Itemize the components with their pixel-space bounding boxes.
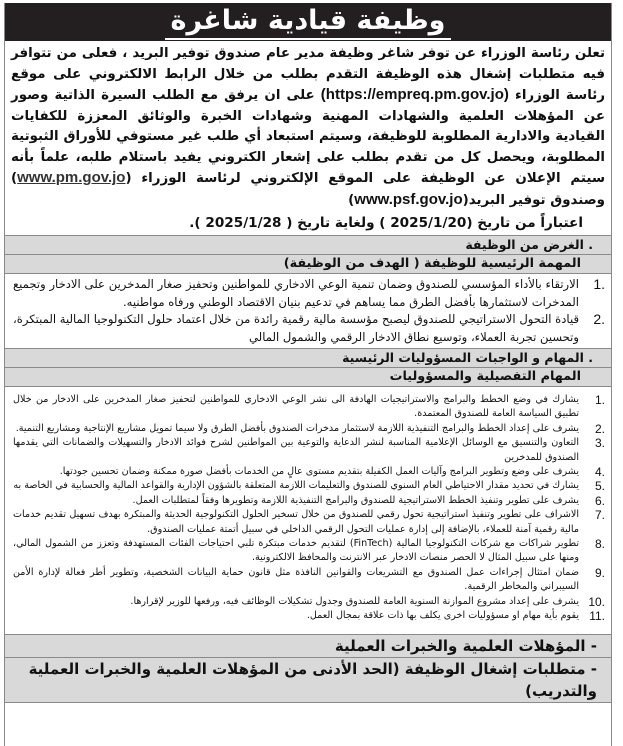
duty-number: 11. (589, 609, 605, 624)
duty-item (13, 465, 605, 480)
application-dates: اعتباراً من تاريخ (2025/1/20 ) ولغاية تاريخ ( 2025/1/28 ). (189, 215, 583, 231)
duty-item (13, 594, 605, 609)
page-title: وظيفة قيادية شاغرة (165, 4, 452, 40)
duty-number: 2. (594, 421, 605, 436)
apply-url-link[interactable]: (https://empreq.pm.gov.jo) (320, 86, 509, 103)
intro-text-continued: على ان يرفق مع الطلب السيرة الذاتية وصور عن المؤهلات العلمية والشهادات المهنية وشهادات الخبرة والوثائق المعززة للكفايات القيادية والادارية المطلوبة للوظيفة، وسيتم استبعاد أي طلب غير مستوفي للأوراق الثبوتية المطلوبة، ويحصل كل من تقدم بطلب على إشعار الكتروني يفيد باستلام طلبه، علماً بأنه سيتم الإعلان عن الوظيفة على الموقع الإلكتروني لرئاسة الوزراء ( (11, 88, 605, 186)
section-detailed-duties-header: المهام التفصيلية والمسؤوليات (5, 368, 611, 387)
duty-number: 9. (594, 565, 605, 580)
psf-suffix: ) (348, 192, 355, 208)
duty-number: 10. (588, 594, 605, 609)
goal-number: 2. (593, 311, 605, 327)
goals-list (5, 274, 611, 348)
duty-item (13, 508, 605, 537)
duty-item (13, 493, 605, 508)
psf-prefix: ) وصندوق توفير البريد( (11, 171, 605, 208)
duty-item (13, 436, 605, 465)
section-qualifications-header: - المؤهلات العلمية والخبرات العملية (5, 634, 611, 658)
duty-text: يشرف على تطوير وتنفيذ الخطط الاستراتيجية للصندوق والبرامج التنفيذية اللازمة وتطويرها وفقاً لمتطلبات العمل. (132, 494, 579, 506)
psf-website-link[interactable]: www.psf.gov.jo (354, 190, 463, 208)
goal-item (13, 311, 605, 346)
duty-text: ضمان امتثال إجراءات عمل الصندوق مع التشريعات والقوانين النافذة مثل قانون حماية البيانات الشخصية، وتطوير أطر فعالة لإدارة الأمن السيبراني والمخاطر الرقمية. (13, 566, 579, 593)
duty-number: 5. (594, 479, 605, 494)
duty-item (13, 609, 605, 624)
job-announcement-page (4, 3, 612, 746)
duty-item (13, 565, 605, 595)
duty-text: يشارك في وضع الخطط والبرامج والاستراتيجيات الهادفة الى نشر الوعي الادخاري للمواطنين لتحفيز صغار المدخرين على الادخار من خلال تطبيق السياسة العامة للصندوق المعتمدة. (13, 394, 579, 420)
duty-text: يقوم بأية مهام او مسؤوليات اخرى يكلف بها ذات علاقة بمجال العمل. (306, 610, 579, 622)
goal-number: 1. (593, 276, 605, 292)
duty-text: يشارك في تحديد مقدار الاحتياطي العام السنوي للصندوق والتعليمات اللازمة المتعلقة بالشؤون الإدارية والقواعد المالية والحسابية في الخاصة به (13, 480, 579, 492)
duty-text: التعاون والتنسيق مع الوسائل الإعلامية المناسبة لنشر الدعاية والتوعية بين المواطنين لشرح فوائد الادخار والتسهيلات والضمانات التي يقدمها الصندوق للمدخرين (13, 437, 579, 463)
section-purpose-header: . الغرض من الوظيفة (5, 235, 611, 255)
goal-text: قيادة التحول الاستراتيجي للصندوق ليصبح مؤسسة مالية رقمية رائدة من خلال اعتماد حلول التكنولوجيا المالية المبتكرة، وتحسين تجربة العملاء، وتوسيع نطاق الادخار الرقمي والشمول المالي (13, 312, 579, 344)
duty-item (13, 537, 605, 566)
section-main-task-header: المهمة الرئيسية للوظيفة ( الهدف من الوظيفة) (5, 255, 611, 274)
duty-number: 6. (594, 493, 605, 508)
duty-text: يشرف على إعداد الخطط والبرامج التنفيذية اللازمة لاستثمار مدخرات الصندوق بأفضل الطرق ولا سيما تمويل مشاريع الإنتاجية ومشاريع التنمية. (15, 422, 579, 434)
goal-text: الارتقاء بالأداء المؤسسي للصندوق وضمان تنمية الوعي الادخاري للمواطنين وتحفيز صغار المدخرين على الادخار وتجميع المدخرات لاستثمارها بأفضل الطرق مما يساهم في تدعيم بنيان الاقتصاد الوطني ورفاه مواطنيه. (13, 277, 579, 309)
duty-number: 8. (594, 537, 605, 552)
duty-number: 4. (594, 465, 605, 480)
duty-item (13, 479, 605, 494)
goal-item (13, 276, 605, 311)
title-banner (5, 3, 611, 41)
duty-text: تطوير شراكات مع شركات التكنولوجيا المالية (FinTech) لتقديم خدمات مبتكرة تلبي احتياجات الفئات المستهدفة وتعزز من الشمول المالي، ومنها على سبيل المثال لا الحصر منصات الادخار عبر الانترنت والمحافظ الالكترونية. (13, 538, 579, 564)
pm-website-link[interactable]: www.pm.gov.jo (17, 169, 126, 186)
section-requirements-header: - متطلبات إشغال الوظيفة (الحد الأدنى من المؤهلات العلمية والخبرات العملية والتدريب) (5, 658, 611, 703)
duty-number: 1. (594, 393, 605, 407)
duty-text: يشرف على إعداد مشروع الموازنة السنوية العامة للصندوق وجدول تشكيلات الوظائف فيه، ورفعها للوزير لإقرارها. (130, 595, 579, 607)
duty-text: يشرف على وضع وتطوير البرامج وآليات العمل الكفيلة بتقديم مستوى عالٍ من الخدمات بأفضل صورة ممكنة وضمان تحسين جودتها. (59, 466, 579, 478)
intro-paragraph (5, 41, 611, 213)
intro-text: تعلن رئاسة الوزراء عن توفر شاغر وظيفة مدير عام صندوق توفير البريد ، فعلى من تتوافر فيه متطلبات إشغال هذه الوظيفة التقدم بطلب من خلال الرابط الالكتروني على موقع رئاسة الوزراء (11, 46, 605, 103)
duty-item (13, 421, 605, 436)
duty-number: 7. (594, 508, 605, 523)
duty-item (13, 393, 605, 422)
duties-list (5, 387, 611, 634)
duty-number: 3. (594, 436, 605, 451)
section-duties-header: . المهام و الواجبات المسؤوليات الرئيسية (5, 348, 611, 368)
duty-text: الاشراف على تطوير وتنفيذ استراتيجية تحول رقمي للصندوق من خلال تسخير الحلول التكنولوجية الحديثة والمبتكرة بهدف تسهيل تقديم خدمات مالية رقمية آمنة للعملاء، بالإضافة إلى إدارة عمليات التحول الرقمي الداخلي في سبيل أتمتة عمليات الصندوق. (13, 509, 579, 535)
